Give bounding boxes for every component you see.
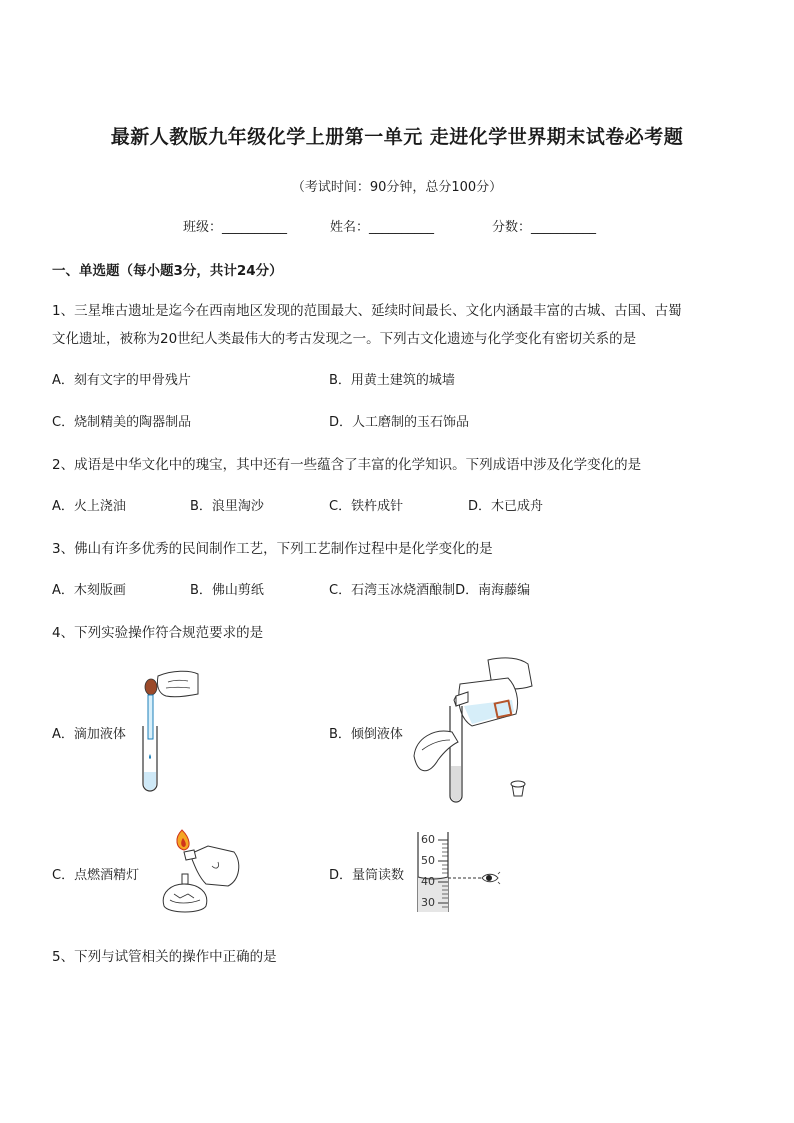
name-blank: __________ bbox=[369, 220, 435, 235]
question-3-option-c: C．石湾玉冰烧酒酿制D．南海藤编 bbox=[329, 583, 531, 598]
question-4-option-a: A．滴加液体 bbox=[52, 727, 126, 742]
question-2-option-d: D．木已成舟 bbox=[468, 499, 544, 514]
question-3-option-b: B．佛山剪纸 bbox=[190, 583, 264, 598]
question-1-option-d: D．人工磨制的玉石饰品 bbox=[329, 415, 470, 430]
question-4-option-c: C．点燃酒精灯 bbox=[52, 868, 140, 883]
name-field bbox=[330, 216, 434, 235]
question-3-option-a: A．木刻版画 bbox=[52, 583, 126, 598]
tick-label-60: 60 bbox=[421, 833, 435, 846]
exam-info: （考试时间：90分钟，总分100分） bbox=[291, 180, 503, 195]
page-title: 最新人教版九年级化学上册第一单元 走进化学世界期末试卷必考题 bbox=[110, 126, 684, 148]
question-1-stem-line2: 文化遗址，被称为20世纪人类最伟大的考古发现之一。下列古文化遗迹与化学变化有密切关系的是 bbox=[52, 331, 637, 347]
class-label: 班级： bbox=[183, 220, 223, 235]
question-2-option-a: A．火上浇油 bbox=[52, 499, 126, 514]
dropper-into-tube-figure bbox=[132, 668, 202, 794]
tick-label-30: 30 bbox=[421, 896, 435, 909]
question-3-stem: 3、佛山有许多优秀的民间制作工艺，下列工艺制作过程中是化学变化的是 bbox=[52, 541, 493, 557]
question-2-option-c: C．铁杵成针 bbox=[329, 499, 404, 514]
question-1-option-c: C．烧制精美的陶器制品 bbox=[52, 415, 192, 430]
class-blank: __________ bbox=[222, 220, 288, 235]
class-field bbox=[183, 216, 287, 235]
question-1-stem-line1: 1、三星堆古遗址是迄今在西南地区发现的范围最大、延续时间最长、文化内涵最丰富的古城、古国、古蜀 bbox=[52, 303, 682, 319]
question-1-option-b: B．用黄土建筑的城墙 bbox=[329, 373, 455, 388]
question-4-stem: 4、下列实验操作符合规范要求的是 bbox=[52, 625, 264, 641]
question-2-option-b: B．浪里淘沙 bbox=[190, 499, 264, 514]
score-field bbox=[492, 216, 596, 235]
question-4-option-b: B．倾倒液体 bbox=[329, 727, 403, 742]
score-label: 分数： bbox=[492, 220, 532, 235]
question-4-option-d: D．量筒读数 bbox=[329, 868, 405, 883]
pouring-liquid-figure bbox=[408, 656, 548, 806]
name-label: 姓名： bbox=[330, 220, 370, 235]
graduated-cylinder-figure bbox=[414, 830, 504, 914]
tick-label-50: 50 bbox=[421, 854, 435, 867]
tick-label-40: 40 bbox=[421, 875, 435, 888]
question-1-option-a: A．刻有文字的甲骨残片 bbox=[52, 373, 191, 388]
question-5-stem: 5、下列与试管相关的操作中正确的是 bbox=[52, 949, 277, 965]
lighting-alcohol-lamp-figure bbox=[154, 828, 246, 916]
score-blank: __________ bbox=[531, 220, 597, 235]
question-2-stem: 2、成语是中华文化中的瑰宝，其中还有一些蕴含了丰富的化学知识。下列成语中涉及化学变化的是 bbox=[52, 457, 642, 473]
section-heading: 一、单选题（每小题3分，共计24分） bbox=[52, 263, 283, 279]
